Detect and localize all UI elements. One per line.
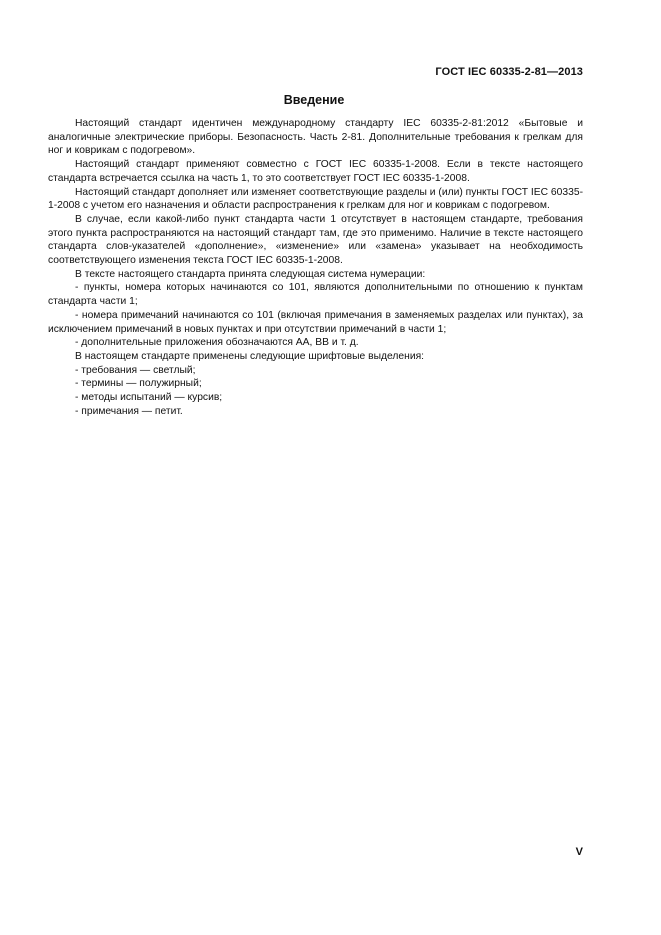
list-item: - номера примечаний начинаются со 101 (включая примечания в заменяемых разделах или пунктах), за исключением примечаний в новых пунктах и при отсутствии примечаний в части 1; — [48, 309, 583, 335]
list-item: - требования — светлый; — [75, 364, 196, 376]
paragraph: Настоящий стандарт идентичен международному стандарту IEC 60335-2-81:2012 «Бытовые и аналогичные электрические приборы. Безопасность. Часть 2-81. Дополнительные требования к грелкам для ног и коврикам с подогревом». — [48, 118, 583, 157]
section-title: Введение — [283, 93, 345, 107]
paragraph: В случае, если какой-либо пункт стандарта части 1 отсутствует в настоящем стандарте, требования этого пункта распространяются на настоящий стандарт там, где это применимо. Наличие в тексте настоящего стандарта слов-указателей «дополнение», «изменение» или «замена» указывает на необходимость соответствующего изменения текста ГОСТ IEC 60335-1-2008. — [48, 213, 583, 267]
list-item: - примечания — петит. — [75, 405, 183, 417]
paragraph: Настоящий стандарт дополняет или изменяет соответствующие разделы и (или) пункты ГОСТ IEC 60335-1-2008 с учетом его назначения и области распространения к грелкам для ног и коврикам с подогревом. — [48, 186, 583, 212]
document-code-header: ГОСТ IEC 60335-2-81—2013 — [435, 66, 583, 78]
list-item: - дополнительные приложения обозначаются АА, ВВ и т. д. — [75, 337, 359, 349]
list-item: - методы испытаний — курсив; — [75, 392, 223, 404]
paragraph: Настоящий стандарт применяют совместно с ГОСТ IEC 60335-1-2008. Если в тексте настоящего стандарта встречается ссылка на часть 1, то это соответствует ГОСТ IEC 60335-1-2008. — [48, 159, 583, 184]
list-item: - пункты, номера которых начинаются со 101, являются дополнительными по отношению к пунктам стандарта части 1; — [48, 282, 583, 308]
paragraph: В тексте настоящего стандарта принята следующая система нумерации: — [75, 268, 426, 280]
section-body — [48, 117, 583, 418]
page-number: V — [575, 846, 583, 858]
list-item: - термины — полужирный; — [75, 378, 202, 390]
paragraph: В настоящем стандарте применены следующие шрифтовые выделения: — [75, 350, 425, 362]
